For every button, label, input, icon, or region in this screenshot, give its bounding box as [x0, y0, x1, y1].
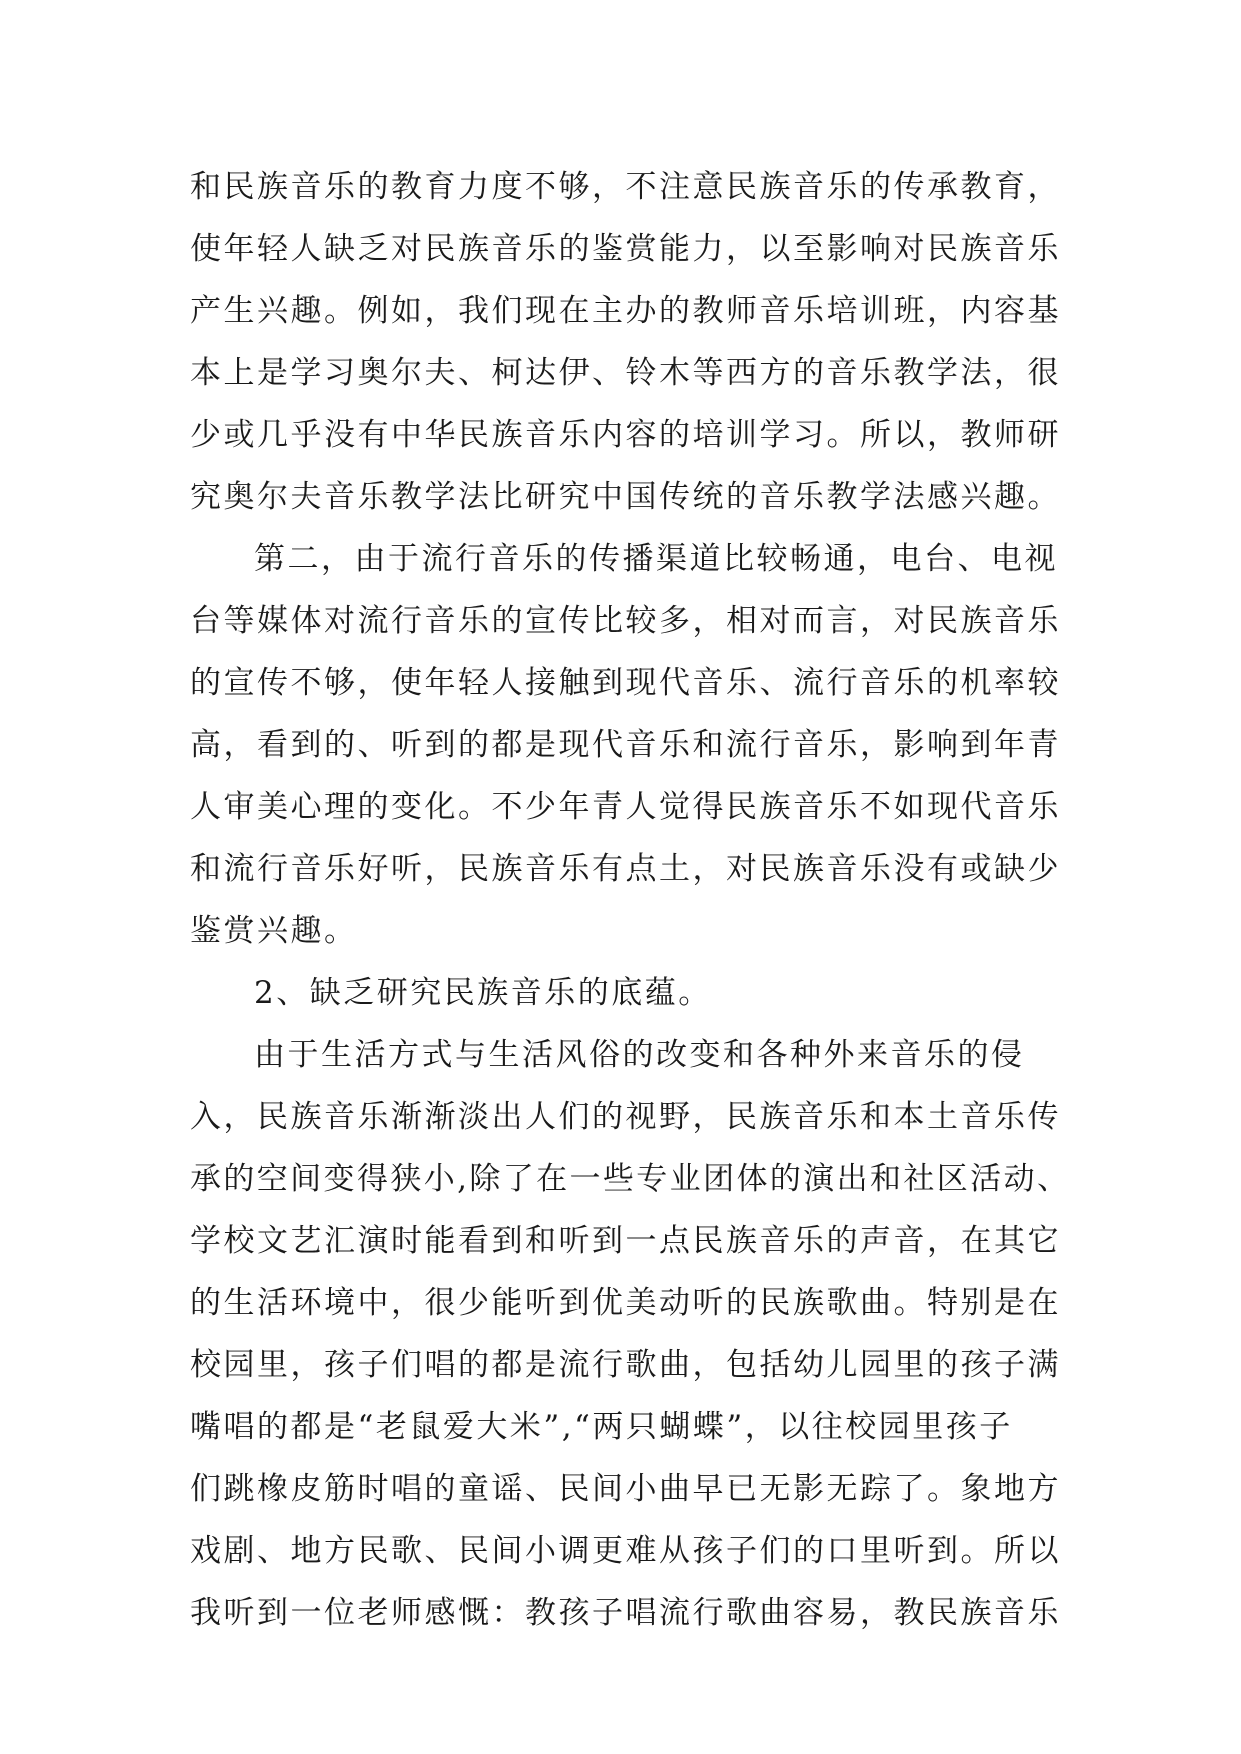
- text-line: 台等媒体对流行音乐的宣传比较多，相对而言，对民族音乐: [190, 603, 1061, 639]
- text-line: 入，民族音乐渐渐淡出人们的视野，民族音乐和本土音乐传: [190, 1099, 1061, 1135]
- text-line: 校园里，孩子们唱的都是流行歌曲，包括幼儿园里的孩子满: [190, 1347, 1061, 1383]
- text-line: 由于生活方式与生活风俗的改变和各种外来音乐的侵: [254, 1037, 1025, 1073]
- text-line: 本上是学习奥尔夫、柯达伊、铃木等西方的音乐教学法，很: [190, 355, 1061, 391]
- text-line: 高，看到的、听到的都是现代音乐和流行音乐，影响到年青: [190, 727, 1061, 763]
- text-line: 2、缺乏研究民族音乐的底蕴。: [254, 975, 712, 1011]
- text-line: 承的空间变得狭小,除了在一些专业团体的演出和社区活动、: [190, 1161, 1071, 1197]
- text-line: 人审美心理的变化。不少年青人觉得民族音乐不如现代音乐: [190, 789, 1061, 825]
- text-line: 戏剧、地方民歌、民间小调更难从孩子们的口里听到。所以: [190, 1533, 1061, 1569]
- text-line: 我听到一位老师感慨：教孩子唱流行歌曲容易，教民族音乐: [190, 1595, 1061, 1631]
- text-line: 产生兴趣。例如，我们现在主办的教师音乐培训班，内容基: [190, 293, 1061, 329]
- body-text: [190, 156, 1070, 1644]
- text-line: 们跳橡皮筋时唱的童谣、民间小曲早已无影无踪了。象地方: [190, 1471, 1061, 1507]
- text-line: 学校文艺汇演时能看到和听到一点民族音乐的声音，在其它: [190, 1223, 1061, 1259]
- text-line: 鉴赏兴趣。: [190, 913, 358, 949]
- text-line: 的生活环境中，很少能听到优美动听的民族歌曲。特别是在: [190, 1285, 1061, 1321]
- text-line: 第二，由于流行音乐的传播渠道比较畅通，电台、电视: [254, 541, 1058, 577]
- text-line: 少或几乎没有中华民族音乐内容的培训学习。所以，教师研: [190, 417, 1061, 453]
- text-line: 究奥尔夫音乐教学法比研究中国传统的音乐教学法感兴趣。: [190, 479, 1061, 515]
- text-line: 嘴唱的都是“老鼠爱大米”,“两只蝴蝶”，以往校园里孩子: [190, 1409, 1013, 1445]
- text-line: 和民族音乐的教育力度不够，不注意民族音乐的传承教育，: [190, 169, 1061, 205]
- text-line: 和流行音乐好听，民族音乐有点土，对民族音乐没有或缺少: [190, 851, 1061, 887]
- text-line: 的宣传不够，使年轻人接触到现代音乐、流行音乐的机率较: [190, 665, 1061, 701]
- text-line: 使年轻人缺乏对民族音乐的鉴赏能力，以至影响对民族音乐: [190, 231, 1061, 267]
